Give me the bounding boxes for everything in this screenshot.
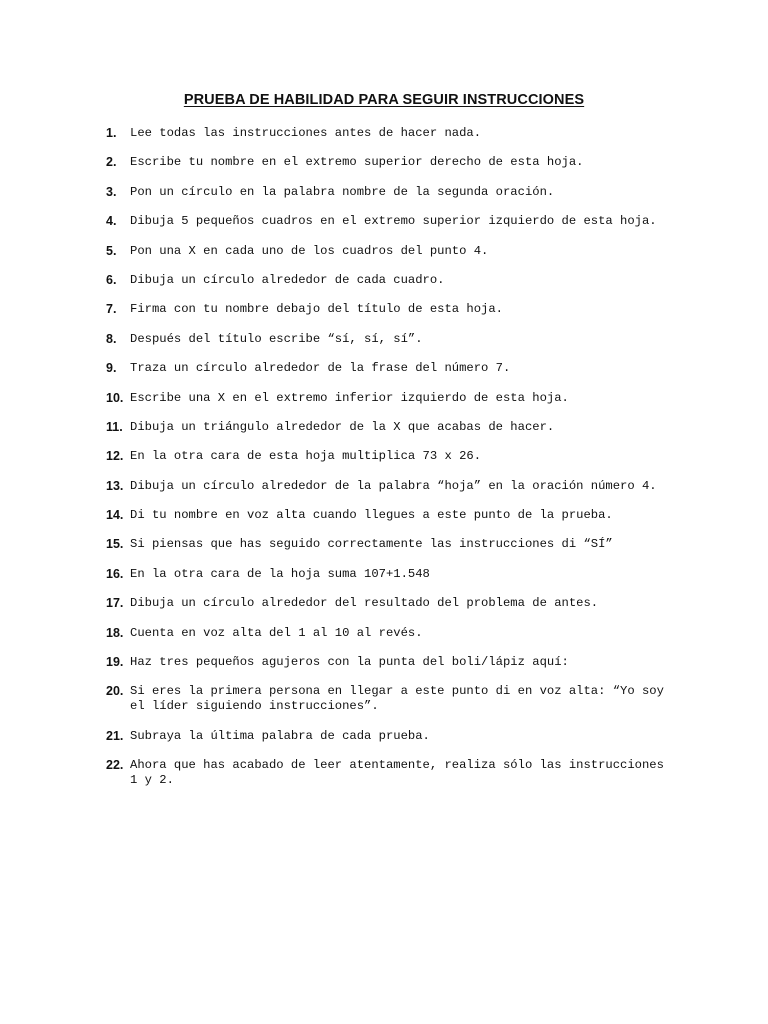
instruction-list	[106, 126, 666, 803]
instruction-number: 13 .	[106, 479, 130, 494]
instruction-text: Dibuja un círculo alrededor de cada cuadro.	[130, 272, 445, 287]
instruction-item	[106, 185, 666, 200]
instruction-text: Ahora que has acabado de leer atentamente, realiza sólo las instrucciones 1 y 2.	[130, 758, 664, 788]
instruction-text: Escribe tu nombre en el extremo superior derecho de esta hoja.	[130, 155, 584, 170]
instruction-number: 3 .	[106, 185, 130, 200]
instruction-item	[106, 537, 666, 552]
instruction-number: 17 .	[106, 596, 130, 611]
instruction-text: En la otra cara de la hoja suma 107+1.548	[130, 566, 430, 581]
instruction-item	[106, 332, 666, 347]
instruction-item	[106, 244, 666, 259]
instruction-item	[106, 508, 666, 523]
instruction-item	[106, 758, 666, 788]
instruction-item	[106, 126, 666, 141]
instruction-text: Di tu nombre en voz alta cuando llegues a este punto de la prueba.	[130, 508, 613, 523]
instruction-item	[106, 391, 666, 406]
document-title	[0, 92, 768, 108]
instruction-item	[106, 626, 666, 641]
instruction-item	[106, 214, 666, 229]
instruction-text: Firma con tu nombre debajo del título de esta hoja.	[130, 302, 503, 317]
instruction-item	[106, 449, 666, 464]
instruction-item	[106, 420, 666, 435]
instruction-item	[106, 684, 666, 714]
instruction-number: 15 .	[106, 537, 130, 552]
instruction-item	[106, 567, 666, 582]
instruction-number: 9 .	[106, 361, 130, 376]
instruction-number: 19 .	[106, 655, 130, 670]
instruction-number: 8 .	[106, 332, 130, 347]
instruction-text: Dibuja un círculo alrededor de la palabra “hoja” en la oración número 4.	[130, 478, 657, 493]
instruction-number: 18 .	[106, 626, 130, 641]
instruction-item	[106, 155, 666, 170]
instruction-item	[106, 302, 666, 317]
instruction-text: Dibuja un círculo alrededor del resultado del problema de antes.	[130, 596, 599, 611]
instruction-text: Pon un círculo en la palabra nombre de la segunda oración.	[130, 184, 555, 199]
instruction-item	[106, 655, 666, 670]
instruction-text: Traza un círculo alrededor de la frase del número 7.	[130, 361, 511, 376]
instruction-text: Haz tres pequeños agujeros con la punta del boli/lápiz aquí:	[130, 655, 569, 670]
instruction-item	[106, 361, 666, 376]
instruction-number: 5 .	[106, 244, 130, 259]
instruction-item	[106, 273, 666, 288]
instruction-item	[106, 729, 666, 744]
instruction-text: Después del título escribe “sí, sí, sí”.	[130, 331, 423, 346]
instruction-number: 20 .	[106, 684, 130, 699]
instruction-text: Dibuja 5 pequeños cuadros en el extremo superior izquierdo de esta hoja.	[130, 214, 657, 229]
instruction-text: Subraya la última palabra de cada prueba.	[130, 728, 430, 743]
instruction-text: Si eres la primera persona en llegar a este punto di en voz alta: “Yo soy el líder siguiendo instrucciones”.	[130, 684, 664, 714]
instruction-number: 16 .	[106, 567, 130, 582]
instruction-text: En la otra cara de esta hoja multiplica 73 x 26.	[130, 449, 482, 464]
instruction-number: 2 .	[106, 155, 130, 170]
instruction-number: 21 .	[106, 729, 130, 744]
instruction-text: Pon una X en cada uno de los cuadros del punto 4.	[130, 243, 489, 258]
instruction-text: Cuenta en voz alta del 1 al 10 al revés.	[130, 625, 423, 640]
instruction-number: 14 .	[106, 508, 130, 523]
instruction-text: Dibuja un triángulo alrededor de la X que acabas de hacer.	[130, 419, 555, 434]
instruction-item	[106, 479, 666, 494]
instruction-number: 22 .	[106, 758, 130, 773]
instruction-number: 11 .	[106, 420, 130, 435]
instruction-number: 10 .	[106, 391, 130, 406]
instruction-item	[106, 596, 666, 611]
instruction-text: Si piensas que has seguido correctamente las instrucciones di “SÍ”	[130, 537, 613, 552]
instruction-number: 12 .	[106, 449, 130, 464]
instruction-number: 1 .	[106, 126, 130, 141]
instruction-number: 4 .	[106, 214, 130, 229]
document-title-text: PRUEBA DE HABILIDAD PARA SEGUIR INSTRUCCIONES	[183, 92, 585, 108]
instruction-number: 7 .	[106, 302, 130, 317]
instruction-text: Lee todas las instrucciones antes de hacer nada.	[130, 126, 482, 140]
instruction-text: Escribe una X en el extremo inferior izquierdo de esta hoja.	[130, 390, 569, 405]
instruction-number: 6 .	[106, 273, 130, 288]
